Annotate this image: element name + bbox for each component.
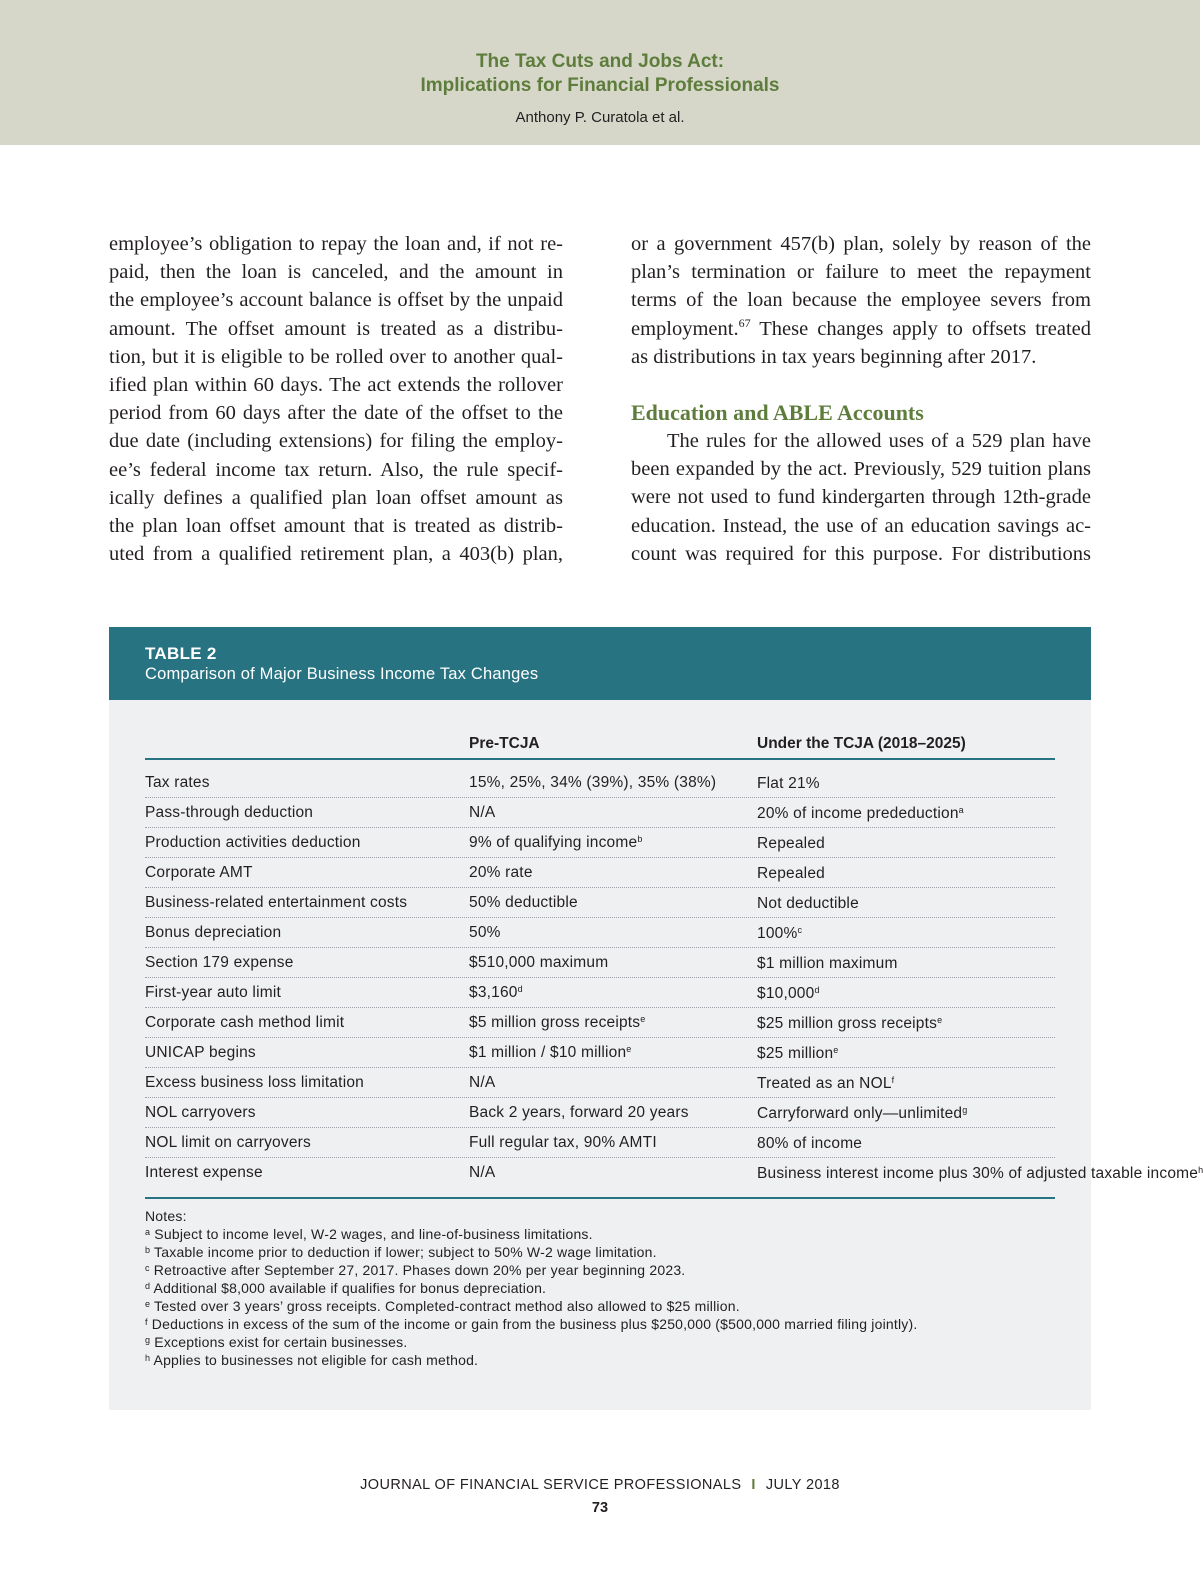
right-paragraph-2 bbox=[631, 427, 1091, 568]
under-tcja-cell bbox=[757, 894, 1047, 914]
page-footer bbox=[0, 1477, 1200, 1493]
table-2 bbox=[109, 627, 1203, 1410]
table-row bbox=[145, 1038, 1055, 1068]
cell-text: Business-related entertainment costs bbox=[145, 894, 408, 911]
pre-tcja-cell bbox=[469, 1164, 495, 1182]
pre-tcja-cell bbox=[469, 1134, 657, 1152]
footnote-ref: 67 bbox=[738, 315, 751, 330]
note-text: Subject to income level, W-2 wages, and line-of-business limitations. bbox=[150, 1226, 593, 1242]
row-label bbox=[145, 1134, 311, 1152]
cell-text: $510,000 maximum bbox=[469, 954, 609, 971]
under-tcja-cell bbox=[757, 1014, 1047, 1034]
note-marker: d bbox=[517, 984, 523, 994]
text-line bbox=[631, 315, 1091, 343]
cell-text: Excess business loss limitation bbox=[145, 1074, 364, 1091]
note-marker: e bbox=[626, 1044, 632, 1054]
pre-tcja-cell bbox=[469, 924, 501, 942]
cell-text: $25 million bbox=[757, 1045, 834, 1062]
note-mark: h bbox=[145, 1353, 151, 1363]
cell-text: 100% bbox=[757, 925, 798, 942]
under-tcja-cell bbox=[757, 1134, 1047, 1154]
pre-tcja-cell bbox=[469, 1074, 495, 1092]
under-tcja-cell bbox=[757, 924, 1047, 944]
cell-text: Corporate AMT bbox=[145, 864, 253, 881]
note-item bbox=[145, 1297, 1055, 1315]
cell-text: Treated as an NOL bbox=[757, 1075, 892, 1092]
table-row bbox=[145, 1128, 1055, 1158]
pre-tcja-cell bbox=[469, 774, 716, 792]
text-line: employee’s obligation to repay the loan and, if not re- bbox=[109, 233, 563, 255]
pre-tcja-cell bbox=[469, 1014, 645, 1032]
cell-text: Corporate cash method limit bbox=[145, 1014, 345, 1031]
pre-tcja-cell bbox=[469, 1044, 632, 1062]
row-label bbox=[145, 984, 281, 1002]
under-tcja-cell bbox=[757, 1104, 1047, 1124]
notes-list bbox=[145, 1225, 1055, 1369]
cell-text: Repealed bbox=[757, 835, 825, 852]
table-row bbox=[145, 1008, 1055, 1038]
table-notes bbox=[145, 1207, 1055, 1369]
cell-text: $5 million gross receipts bbox=[469, 1014, 641, 1031]
column-header-pre-tcja: Pre-TCJA bbox=[469, 735, 540, 752]
column-header-under-tcja: Under the TCJA (2018–2025) bbox=[757, 735, 966, 752]
table-row bbox=[145, 858, 1055, 888]
table-body bbox=[145, 768, 1203, 1200]
article-title-line-2: Implications for Financial Professionals bbox=[420, 75, 780, 96]
note-text: Additional $8,000 available if qualifies for bonus depreciation. bbox=[150, 1280, 547, 1296]
cell-text: 20% rate bbox=[469, 864, 533, 881]
text-line: uted from a qualified retirement plan, a 403(b) plan, bbox=[109, 543, 563, 566]
cell-text: Repealed bbox=[757, 865, 825, 882]
cell-text: N/A bbox=[469, 1074, 496, 1091]
note-marker: e bbox=[640, 1014, 646, 1024]
text-line: the employee’s account balance is offset by the unpaid bbox=[109, 289, 563, 312]
note-item bbox=[145, 1261, 1055, 1279]
under-tcja-cell bbox=[757, 1044, 1047, 1064]
row-label bbox=[145, 774, 210, 792]
right-paragraph-1 bbox=[631, 230, 1091, 371]
note-text: Taxable income prior to deduction if lower; subject to 50% W-2 wage limitation. bbox=[150, 1244, 657, 1260]
pre-tcja-cell bbox=[469, 894, 578, 912]
note-marker: d bbox=[814, 985, 820, 995]
cell-text: UNICAP begins bbox=[145, 1044, 256, 1061]
article-title bbox=[0, 50, 1200, 98]
text-fragment: employment. bbox=[631, 317, 739, 340]
cell-text: N/A bbox=[469, 804, 496, 821]
notes-title: Notes: bbox=[145, 1208, 187, 1224]
footer-separator: I bbox=[751, 1477, 756, 1493]
under-tcja-cell bbox=[757, 864, 1047, 884]
row-label bbox=[145, 1074, 364, 1092]
under-tcja-cell bbox=[757, 984, 1047, 1004]
page-number: 73 bbox=[591, 1500, 609, 1516]
note-text: Retroactive after September 27, 2017. Phases down 20% per year beginning 2023. bbox=[149, 1262, 686, 1278]
row-label bbox=[145, 804, 313, 822]
left-column bbox=[109, 230, 563, 568]
note-item bbox=[145, 1243, 1055, 1261]
text-line: ified plan within 60 days. The act extends the rollover bbox=[109, 374, 563, 397]
cell-text: Bonus depreciation bbox=[145, 924, 282, 941]
bottom-rule bbox=[145, 1197, 1055, 1199]
cell-text: Production activities deduction bbox=[145, 834, 361, 851]
table-row bbox=[145, 978, 1055, 1008]
cell-text: $25 million gross receipts bbox=[757, 1015, 938, 1032]
text-line: due date (including extensions) for filing the employ- bbox=[109, 430, 563, 453]
cell-text: Pass-through deduction bbox=[145, 804, 314, 821]
cell-text: Interest expense bbox=[145, 1164, 263, 1181]
cell-text: $10,000 bbox=[757, 985, 815, 1002]
cell-text: 20% of income prededuction bbox=[757, 805, 959, 822]
note-item bbox=[145, 1333, 1055, 1351]
table-row bbox=[145, 1098, 1055, 1128]
pre-tcja-cell bbox=[469, 834, 643, 852]
cell-text: Full regular tax, 90% AMTI bbox=[469, 1134, 657, 1151]
note-mark: f bbox=[145, 1317, 148, 1327]
cell-text: 50% bbox=[469, 924, 501, 941]
row-label bbox=[145, 1014, 344, 1032]
left-paragraph bbox=[109, 230, 563, 568]
pre-tcja-cell bbox=[469, 804, 495, 822]
cell-text: 15%, 25%, 34% (39%), 35% (38%) bbox=[469, 774, 717, 791]
under-tcja-cell bbox=[757, 1164, 1203, 1184]
text-line: as distributions in tax years beginning after 2017. bbox=[631, 345, 1037, 368]
note-marker: h bbox=[1198, 1165, 1203, 1175]
row-label bbox=[145, 1104, 256, 1122]
text-line: The rules for the allowed uses of a 529 plan have bbox=[667, 430, 1091, 453]
note-text: Applies to businesses not eligible for cash method. bbox=[150, 1352, 479, 1368]
text-line: the plan loan offset amount that is treated as distrib- bbox=[109, 515, 563, 538]
table-row bbox=[145, 888, 1055, 918]
article-author: Anthony P. Curatola et al. bbox=[515, 109, 685, 126]
text-fragment: These changes apply to offsets treated bbox=[750, 317, 1091, 340]
text-line: period from 60 days after the date of the offset to the bbox=[109, 402, 563, 425]
text-line: plan’s termination or failure to meet the repayment bbox=[631, 261, 1091, 284]
section-heading: Education and ABLE Accounts bbox=[631, 400, 924, 426]
text-line: were not used to fund kindergarten through 12th-grade bbox=[631, 486, 1091, 509]
note-mark: d bbox=[145, 1281, 151, 1291]
cell-text: NOL carryovers bbox=[145, 1104, 256, 1121]
note-item bbox=[145, 1279, 1055, 1297]
text-line: or a government 457(b) plan, solely by reason of the bbox=[631, 233, 1091, 255]
note-marker: e bbox=[937, 1015, 943, 1025]
note-marker: f bbox=[891, 1075, 895, 1085]
table-row bbox=[145, 798, 1055, 828]
table-row bbox=[145, 948, 1055, 978]
text-line: ically defines a qualified plan loan offset amount as bbox=[109, 486, 563, 509]
note-marker: b bbox=[637, 834, 643, 844]
cell-text: Carryforward only—unlimited bbox=[757, 1105, 963, 1122]
table-row bbox=[145, 1068, 1055, 1098]
issue-date: JULY 2018 bbox=[765, 1477, 840, 1493]
cell-text: Tax rates bbox=[145, 774, 210, 791]
note-item bbox=[145, 1351, 1055, 1369]
cell-text: N/A bbox=[469, 1164, 496, 1181]
table-row bbox=[145, 828, 1055, 858]
note-mark: e bbox=[145, 1299, 151, 1309]
note-mark: g bbox=[145, 1335, 151, 1345]
under-tcja-cell bbox=[757, 834, 1047, 854]
under-tcja-cell bbox=[757, 804, 1047, 824]
table-row bbox=[145, 1158, 1203, 1200]
under-tcja-cell bbox=[757, 954, 1047, 974]
row-label bbox=[145, 954, 294, 972]
row-label bbox=[145, 834, 361, 852]
row-label bbox=[145, 894, 407, 912]
pre-tcja-cell bbox=[469, 1104, 689, 1122]
table-label: TABLE 2 bbox=[145, 644, 217, 663]
note-item bbox=[145, 1315, 1055, 1333]
cell-text: 9% of qualifying income bbox=[469, 834, 638, 851]
pre-tcja-cell bbox=[469, 984, 523, 1002]
under-tcja-cell bbox=[757, 774, 1047, 794]
article-title-line-1: The Tax Cuts and Jobs Act: bbox=[475, 51, 725, 72]
pre-tcja-cell bbox=[469, 864, 533, 882]
row-label bbox=[145, 924, 281, 942]
note-text: Deductions in excess of the sum of the income or gain from the business plus $250,000 ($500,000 married filing jointly). bbox=[147, 1316, 918, 1332]
journal-name: JOURNAL OF FINANCIAL SERVICE PROFESSIONALS bbox=[360, 1477, 742, 1493]
text-line: education. Instead, the use of an education savings ac- bbox=[631, 514, 1091, 537]
row-label bbox=[145, 1044, 256, 1062]
table-row bbox=[145, 768, 1055, 798]
note-marker: e bbox=[833, 1045, 839, 1055]
note-item bbox=[145, 1225, 1055, 1243]
table-caption: Comparison of Major Business Income Tax Changes bbox=[145, 665, 539, 683]
cell-text: Flat 21% bbox=[757, 775, 820, 792]
running-header bbox=[0, 0, 1200, 145]
cell-text: First-year auto limit bbox=[145, 984, 281, 1001]
note-mark: a bbox=[145, 1227, 151, 1237]
table-row bbox=[145, 918, 1055, 948]
text-line: amount. The offset amount is treated as a distribu- bbox=[109, 317, 563, 340]
header-rule bbox=[145, 758, 1055, 760]
row-label bbox=[145, 864, 253, 882]
cell-text: Section 179 expense bbox=[145, 954, 294, 971]
cell-text: Not deductible bbox=[757, 895, 859, 912]
cell-text: $3,160 bbox=[469, 984, 518, 1001]
cell-text: Business interest income plus 30% of adjusted taxable income bbox=[757, 1165, 1199, 1182]
right-column bbox=[631, 230, 1091, 568]
text-line: ee’s federal income tax return. Also, the rule specif- bbox=[109, 458, 563, 481]
cell-text: $1 million maximum bbox=[757, 955, 898, 972]
row-label bbox=[145, 1164, 263, 1182]
pre-tcja-cell bbox=[469, 954, 608, 972]
note-marker: c bbox=[797, 925, 803, 935]
text-line: terms of the loan because the employee severs from bbox=[631, 289, 1091, 312]
cell-text: 50% deductible bbox=[469, 894, 578, 911]
text-line: been expanded by the act. Previously, 529 tuition plans bbox=[631, 458, 1091, 481]
note-marker: a bbox=[958, 805, 964, 815]
table-header-band bbox=[109, 627, 1091, 700]
cell-text: 80% of income bbox=[757, 1135, 863, 1152]
note-text: Exceptions exist for certain businesses. bbox=[150, 1334, 408, 1350]
text-line: paid, then the loan is canceled, and the amount in bbox=[109, 261, 563, 284]
cell-text: NOL limit on carryovers bbox=[145, 1134, 311, 1151]
under-tcja-cell bbox=[757, 1074, 1047, 1094]
note-mark: c bbox=[145, 1263, 150, 1273]
text-line: count was required for this purpose. For distributions bbox=[631, 542, 1091, 565]
note-text: Tested over 3 years’ gross receipts. Completed-contract method also allowed to $25 million. bbox=[150, 1298, 740, 1314]
cell-text: $1 million / $10 million bbox=[469, 1044, 627, 1061]
note-mark: b bbox=[145, 1245, 151, 1255]
cell-text: Back 2 years, forward 20 years bbox=[469, 1104, 689, 1121]
text-line: tion, but it is eligible to be rolled over to another qual- bbox=[109, 345, 563, 368]
note-marker: g bbox=[962, 1105, 968, 1115]
